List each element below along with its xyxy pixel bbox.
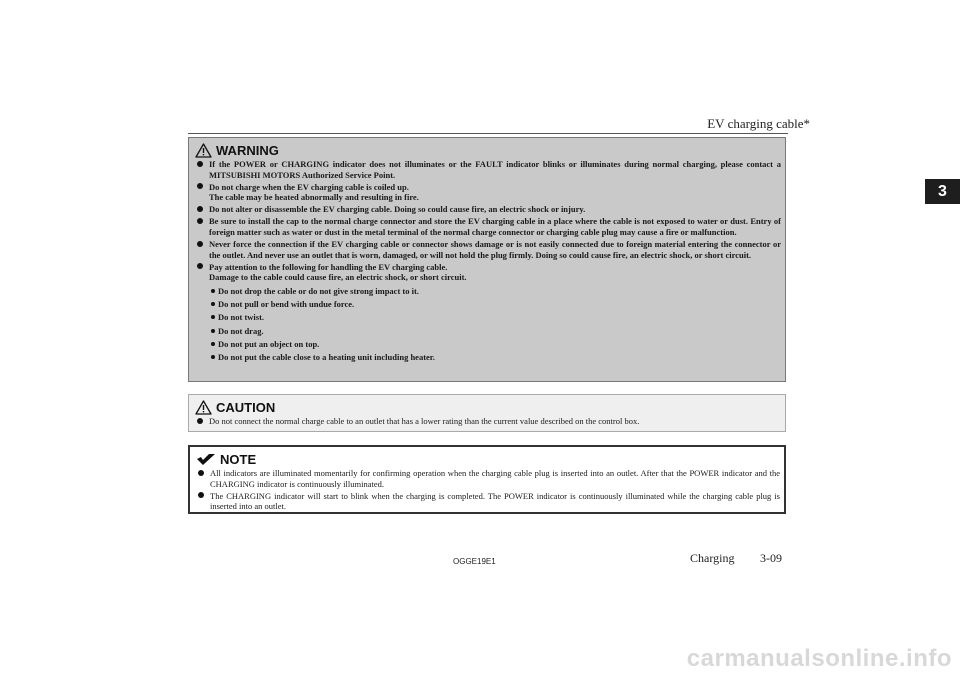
warning-box <box>188 137 786 382</box>
dot-icon <box>211 342 215 346</box>
note-header <box>196 450 784 468</box>
warning-list <box>189 159 785 363</box>
document-code: OGGE19E1 <box>453 557 496 566</box>
list-item: The CHARGING indicator will start to blink when the charging is completed. The POWER indicator is continuously illuminated while the charging cable plug is inserted into an outlet. <box>210 491 780 512</box>
sub-list-item: Do not drag. <box>218 326 781 337</box>
page-number: 3-09 <box>760 551 782 565</box>
note-box <box>188 445 786 514</box>
list-item: All indicators are illuminated momentarily for confirming operation when the charging cable plug is inserted into an outlet. After that the POWER indicator and the CHARGING indicator is continuously illuminated. <box>210 468 780 489</box>
sub-list-item: Do not put the cable close to a heating unit including heater. <box>218 352 781 363</box>
sub-list-item: Do not twist. <box>218 312 781 323</box>
dot-icon <box>211 329 215 333</box>
list-item: Do not connect the normal charge cable to an outlet that has a lower rating than the current value described on the control box. <box>209 416 781 427</box>
sub-list-item: Do not pull or bend with undue force. <box>218 299 781 310</box>
bullet-icon <box>197 161 203 167</box>
caution-box <box>188 394 786 432</box>
dot-icon <box>211 355 215 359</box>
bullet-icon <box>197 241 203 247</box>
watermark-text: carmanualsonline.info <box>686 645 952 672</box>
note-title: NOTE <box>220 451 257 467</box>
warning-sublist <box>209 286 781 363</box>
list-item: Do not charge when the EV charging cable is coiled up. The cable may be heated abnormally and resulting in fire. <box>209 182 781 203</box>
warning-header <box>195 141 785 159</box>
warning-title: WARNING <box>216 142 279 158</box>
dot-icon <box>211 315 215 319</box>
list-item: Be sure to install the cap to the normal charge connector and store the EV charging cable in a place where the cable is not exposed to water or dust. Entry of foreign matter such as water or dust in the metal terminal of the normal charge connector or charging cable plug may cause a fire or malfunction. <box>209 216 781 237</box>
caution-header <box>195 398 785 416</box>
caution-triangle-icon <box>195 400 212 415</box>
bullet-icon <box>197 418 203 424</box>
dot-icon <box>211 289 215 293</box>
list-item: Do not alter or disassemble the EV charging cable. Doing so could cause fire, an electric shock or injury. <box>209 204 781 215</box>
caution-title: CAUTION <box>216 399 276 415</box>
warning-triangle-icon <box>195 143 212 158</box>
note-list <box>190 468 784 512</box>
sub-list-item: Do not put an object on top. <box>218 339 781 350</box>
bullet-icon <box>198 492 204 498</box>
footer-section-name: Charging <box>690 551 735 565</box>
bullet-icon <box>197 183 203 189</box>
bullet-icon <box>197 206 203 212</box>
bullet-icon <box>197 263 203 269</box>
note-pen-icon <box>196 453 216 466</box>
list-item: Pay attention to the following for handling the EV charging cable. Damage to the cable could cause fire, an electric shock, or short circuit. Do not drop the cable or do not give strong impact to it. Do not pull or bend with undue force. Do not twist. Do not drag. Do not put an object on top. Do not put the cable close to a heating unit including heater. <box>209 262 781 363</box>
dot-icon <box>211 302 215 306</box>
caution-list <box>189 416 785 427</box>
page-header-title: EV charging cable* <box>707 116 810 131</box>
header-rule <box>188 133 788 134</box>
bullet-icon <box>197 218 203 224</box>
bullet-icon <box>198 470 204 476</box>
sub-list-item: Do not drop the cable or do not give strong impact to it. <box>218 286 781 297</box>
list-item: If the POWER or CHARGING indicator does not illuminates or the FAULT indicator blinks or illuminates during normal charging, please contact a MITSUBISHI MOTORS Authorized Service Point. <box>209 159 781 180</box>
chapter-tab: 3 <box>925 179 960 204</box>
list-item: Never force the connection if the EV charging cable or connector shows damage or is not easily connected due to foreign material entering the connector or the outlet. And never use an outlet that is worn, damaged, or will not hold the plug firmly. Doing so could cause fire, an electric shock, or short circuit. <box>209 239 781 260</box>
